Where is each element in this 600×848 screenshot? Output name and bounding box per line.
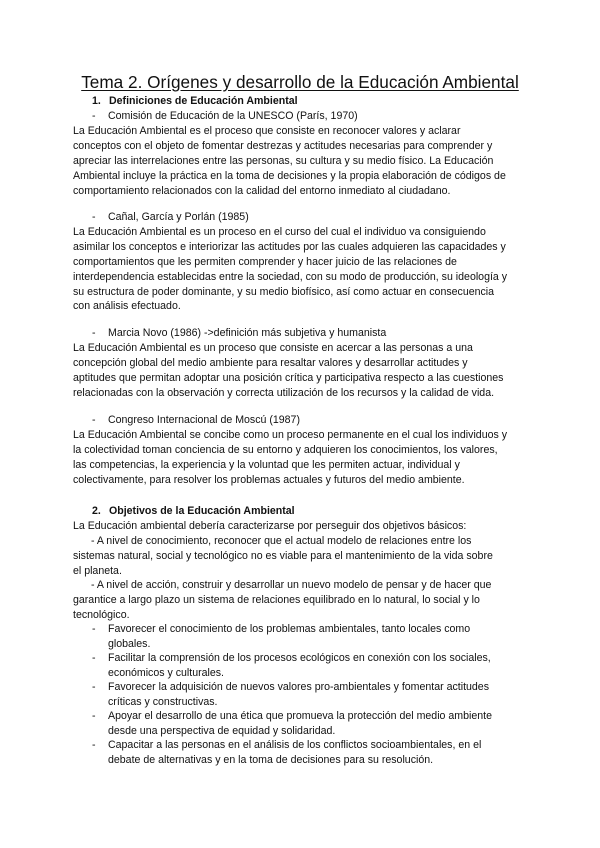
- dash-bullet: -: [92, 623, 96, 635]
- section-heading-objetivos: [92, 504, 295, 519]
- text-line: relacionadas con la observación y correcta utilización de los recursos y la calidad de vida.: [73, 386, 495, 399]
- text-line: sistemas natural, social y tecnológico no es viable para el mantenimiento de la vida sobre: [73, 549, 493, 562]
- dash-bullet: -: [92, 652, 96, 664]
- objectives-intro: [73, 519, 543, 534]
- text-line: La Educación Ambiental es un proceso en el curso del cual el individuo va consiguiendo: [73, 226, 486, 238]
- text-line: - A nivel de conocimiento, reconocer que el actual modelo de relaciones entre los: [91, 535, 472, 547]
- text-line: colectivamente, para resolver los problemas actuales y futuros del medio ambiente.: [73, 473, 465, 486]
- list-item: [92, 651, 512, 681]
- dash-bullet: -: [92, 110, 96, 122]
- dash-bullet: -: [92, 739, 96, 751]
- text-line: La Educación ambiental debería caracterizarse por perseguir dos objetivos básicos:: [73, 520, 467, 532]
- text-line: tecnológico.: [73, 608, 130, 621]
- dash-bullet: -: [92, 681, 96, 693]
- definition-paragraph-moscu: [73, 428, 533, 488]
- section-heading-definiciones: [92, 94, 298, 109]
- text-line: La Educación Ambiental es un proceso que consiste en acercar a las personas a una: [73, 342, 473, 354]
- text-line: las competencias, la experiencia y la voluntad que les permiten actuar, individual y: [73, 458, 460, 471]
- text-line: Facilitar la comprensión de los procesos ecológicos en conexión con los sociales,: [108, 652, 491, 664]
- section-title: Objetivos de la Educación Ambiental: [109, 505, 295, 517]
- text-line: debate de alternativas y en la toma de decisiones para su resolución.: [108, 753, 434, 766]
- definition-paragraph-canal: [73, 225, 533, 314]
- text-line: La Educación Ambiental se concibe como un proceso permanente en el cual los individuos y: [73, 429, 508, 441]
- section-number: 1.: [92, 95, 101, 107]
- list-item: [92, 622, 512, 652]
- text-line: el planeta.: [73, 564, 122, 577]
- objective-action: [73, 578, 543, 623]
- dash-bullet: -: [92, 211, 96, 223]
- text-line: concepción global del medio ambiente para resaltar valores y desarrollar actitudes y: [73, 356, 468, 369]
- text-line: garantice a largo plazo un sistema de relaciones equilibrado en lo natural, lo social y lo: [73, 593, 480, 606]
- section-number: 2.: [92, 505, 101, 517]
- dash-bullet: -: [92, 710, 96, 722]
- list-item: [92, 680, 512, 710]
- text-line: Capacitar a las personas en el análisis de los conflictos socioambientales, en el: [108, 739, 482, 751]
- definition-paragraph-unesco: [73, 124, 533, 198]
- text-line: comportamientos que les permiten comprender y hacer juicio de las relaciones de: [73, 255, 457, 268]
- text-line: económicos y culturales.: [108, 666, 224, 679]
- text-line: asimilar los conceptos e interiorizar las actitudes por las cuales adquieren las capacidades y: [73, 240, 506, 253]
- section-title: Definiciones de Educación Ambiental: [109, 95, 298, 107]
- text-line: comportamiento relacionados con la calidad del entorno inmediato al ciudadano.: [73, 184, 451, 197]
- text-line: su estructura de poder dominante, y su medio biofísico, así como actuar en consecuencia: [73, 285, 495, 298]
- text-line: globales.: [108, 637, 151, 650]
- text-line: con análisis efectuado.: [73, 300, 181, 313]
- text-line: interdependencia establecidas entre la sociedad, con su modo de producción, su ideología y: [73, 270, 508, 283]
- text-line: Favorecer el conocimiento de los problemas ambientales, tanto locales como: [108, 623, 471, 635]
- objective-knowledge: [73, 534, 543, 579]
- source-label: Cañal, García y Porlán (1985): [108, 211, 249, 223]
- source-label: Marcia Novo (1986) ->definición más subjetiva y humanista: [108, 327, 387, 339]
- text-line: la colectividad toman conciencia de su entorno y adquieren los conocimientos, los valores,: [73, 443, 498, 456]
- list-item: [92, 709, 512, 739]
- source-label: Congreso Internacional de Moscú (1987): [108, 414, 300, 426]
- page-title: Tema 2. Orígenes y desarrollo de la Educación Ambiental: [81, 72, 519, 92]
- text-line: conceptos con el objeto de fomentar destrezas y actitudes necesarias para comprender y: [73, 139, 493, 152]
- text-line: - A nivel de acción, construir y desarrollar un nuevo modelo de pensar y de hacer que: [91, 579, 492, 591]
- text-line: Ambiental incluye la práctica en la toma de decisiones y la propia elaboración de códigos de: [73, 169, 506, 182]
- text-line: Favorecer la adquisición de nuevos valores pro-ambientales y fomentar actitudes: [108, 681, 489, 693]
- text-line: apreciar las interrelaciones entre las personas, su cultura y su medio físico. La Educación: [73, 154, 494, 167]
- definition-paragraph-novo: [73, 341, 533, 401]
- dash-bullet: -: [92, 414, 96, 426]
- text-line: aptitudes que permitan adoptar una posición crítica y participativa respecto a las cuestiones: [73, 371, 504, 384]
- text-line: Apoyar el desarrollo de una ética que promueva la protección del medio ambiente: [108, 710, 492, 722]
- text-line: críticas y constructivas.: [108, 695, 218, 708]
- list-item: [92, 738, 512, 768]
- text-line: desde una perspectiva de equidad y solidaridad.: [108, 724, 336, 737]
- source-label: Comisión de Educación de la UNESCO (París, 1970): [108, 110, 358, 122]
- text-line: La Educación Ambiental es el proceso que consiste en reconocer valores y aclarar: [73, 125, 461, 137]
- dash-bullet: -: [92, 327, 96, 339]
